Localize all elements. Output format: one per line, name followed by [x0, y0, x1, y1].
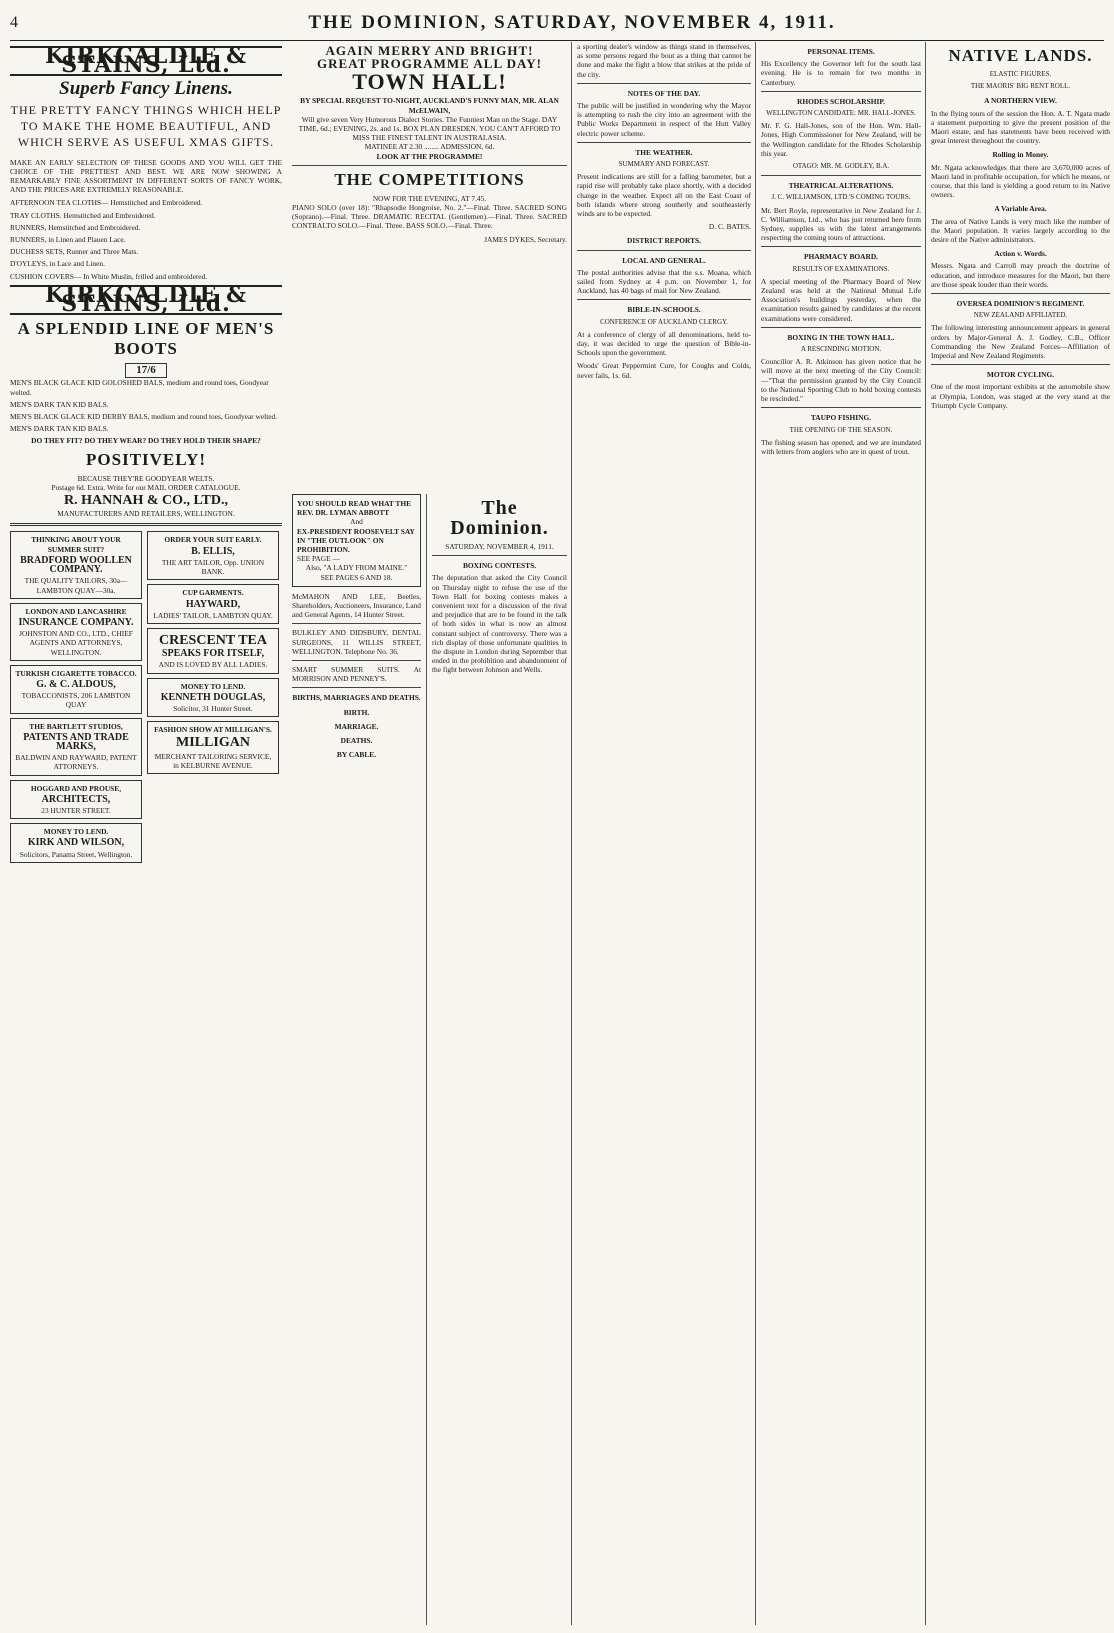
regiment-head: OVERSEA DOMINION'S REGIMENT. [956, 299, 1085, 309]
small-ad-sub: JOHNSTON AND CO., LTD., CHIEF AGENTS AND ATTORNEYS, WELLINGTON. [19, 629, 133, 657]
small-ad [147, 584, 279, 624]
motor-body: One of the most important exhibits at the automobile show at Olympia, London, was staged at the very stand at the Triumph Cycle Company. [931, 382, 1110, 410]
bmd-marriage: MARRIAGE. [334, 721, 379, 731]
boxing-sub: A RESCINDING MOTION. [800, 345, 882, 354]
small-ad-head: THE BARTLETT STUDIOS, [29, 721, 123, 731]
leader-body: The deputation that asked the City Council on Thursday night to refuse the use of the Town Hall for boxing contests makes a convenient text for a discussion of the rival and prejudice that are to be found in the talk of both sides in what is now an almost constant subject of controversy. There was a rich display of those unfortunate qualities in the dispute in London during September that ended in the prohibition and abandonment of the fight between Johnson and Wells. [432, 573, 567, 675]
concert-sub: BY SPECIAL REQUEST TO-NIGHT, AUCKLAND'S FUNNY MAN, MR. ALAN McELWAIN, [300, 96, 559, 115]
small-ad [147, 531, 279, 580]
small-ad-name: ARCHITECTS, [41, 793, 111, 805]
small-ad-sub: 23 HUNTER STREET. [41, 805, 111, 815]
pharmacy-body: A special meeting of the Pharmacy Board of New Zealand was held at the National Mutual Life Association's buildings yesterday, when the examination results gained by candidates at the recent examinations were considered. [761, 276, 921, 323]
ad-question: DO THEY FIT? DO THEY WEAR? DO THEY HOLD THEIR SHAPE? [31, 436, 261, 446]
bmd-deaths: DEATHS. [340, 736, 373, 746]
rhodes-otago: OTAGO: MR. M. GODLEY, B.A. [792, 162, 890, 171]
ad-slogan: THE PRETTY FANCY THINGS WHICH HELP TO MAKE THE HOME BEAUTIFUL, AND WHICH SERVE AS USEFUL XMAS GIFTS. [10, 102, 282, 149]
competitions-body: PIANO SOLO (over 18): "Rhapsodie Hongroise, No. 2."—Final. Three. SACRED SONG (Soprano).—Final. Three. DRAMATIC RECITAL (Gentlemen).—Final. Three. SACRED CONTRALTO SOLO.—Final. Three. BASS SOLO.—Final. Three. [292, 203, 567, 231]
ad-item: CUSHION COVERS— In White Muslin, frilled and embroidered. [10, 271, 208, 281]
concert-headline-2: GREAT PROGRAMME ALL DAY! [317, 56, 542, 72]
boots-ad [10, 281, 282, 519]
column-6 [925, 42, 1114, 1625]
taupo-sub: THE OPENING OF THE SEASON. [789, 425, 893, 434]
small-ad-sub: LADIES' TAILOR, LAMBTON QUAY. [153, 610, 273, 620]
regiment-body: The following interesting announcement appears in general orders by Major-General A. J. Godley, C.B., Officer Commanding the New Zealand Forces—Affiliation of Imperial and New Zealand Regiments. [931, 323, 1110, 361]
small-ad-name: KENNETH DOUGLAS, [160, 691, 266, 703]
native-sub-3: A NORTHERN VIEW. [984, 96, 1057, 106]
maker-sub: MANUFACTURERS AND RETAILERS, WELLINGTON. [57, 509, 235, 519]
ad-item: MEN'S DARK TAN KID BALS. [10, 399, 109, 409]
concert-look: LOOK AT THE PROGRAMME! [376, 151, 483, 161]
small-ad-name: PATENTS AND TRADE MARKS, [23, 731, 129, 752]
ad-item: MEN'S BLACK GLACE KID DERBY BALS, medium and round toes, Goodyear welted. [10, 412, 278, 422]
bmd-birth: BIRTH. [343, 707, 370, 717]
bmd-head: BIRTHS, MARRIAGES AND DEATHS. [292, 693, 421, 703]
rhodes-head: RHODES SCHOLARSHIP. [796, 96, 886, 106]
small-ad-sub: AND IS LOVED BY ALL LADIES. [158, 660, 268, 670]
pharmacy-sub: RESULTS OF EXAMINATIONS. [792, 264, 890, 273]
dominion-date: SATURDAY, NOVEMBER 4, 1911. [445, 542, 554, 551]
ad-headline: Superb Fancy Linens. [59, 78, 233, 100]
small-ad [10, 823, 142, 863]
small-ad-head: CRESCENT TEA [158, 632, 268, 648]
small-ad-name: KIRK AND WILSON, [27, 837, 125, 849]
bible-head: BIBLE-IN-SCHOOLS. [627, 305, 701, 315]
woods-ad: Woods' Great Peppermint Cure, for Coughs and Colds, never fails, 1s. 6d. [577, 361, 751, 380]
rolling-head: Rolling in Money. [992, 150, 1049, 160]
small-ad-name: MILLIGAN [176, 735, 250, 751]
bmd-cable: BY CABLE. [336, 750, 377, 760]
small-ad-head: TURKISH CIGARETTE TOBACCO. [15, 668, 137, 678]
small-ad [10, 718, 142, 776]
action-body: Messrs. Ngata and Carroll may preach the doctrine of education, and introduce measures for the Maori, but there are those speak louder than their words. [931, 261, 1110, 289]
concert-ad [287, 42, 572, 490]
ad-because: BECAUSE THEY'RE GOODYEAR WELTS. [77, 473, 215, 483]
middle-body: a sporting dealer's window as things stand in themselves, as some persons regard the bout as a thing that cannot be done and make the fight a blow that strikes at the pride of the city. [577, 42, 751, 79]
lyman-ad [292, 494, 421, 587]
small-ad-sub: MERCHANT TAILORING SERVICE, in KELBURNE AVENUE. [154, 751, 272, 770]
weather-body: Present indications are still for a falling barometer, but a rapid rise will probably take place shortly, with a decided change in the weather. Expect all on the East Coast of both islands where strong southerly and southeasterly winds are to be expected. [577, 172, 751, 219]
notice: BULKLEY AND DIDSBURY, DENTAL SURGEONS, 11 WILLIS STREET, WELLINGTON. Telephone No. 36. [292, 628, 421, 656]
lyman-pages: SEE PAGES 6 AND 18. [320, 572, 393, 582]
concert-matinee: MATINEE AT 2.30 ........ ADMISSION, 6d. [364, 142, 495, 152]
ad-item: MEN'S DARK TAN KID BALS. [10, 424, 109, 434]
small-ad [10, 665, 142, 714]
small-ad-sub: TOBACCONISTS, 206 LAMBTON QUAY [21, 691, 131, 710]
price-tag: 17/6 [125, 363, 167, 378]
small-ad-name: B. ELLIS, [191, 545, 235, 557]
column-2 [287, 494, 426, 1625]
notes-body: The public will be justified in wondering why the Mayor is attempting to rush the city into an agreement with the Public Works Department in respect of the Hutt Valley electric power scheme. [577, 101, 751, 138]
lyman-also: Also, "A LADY FROM MAINE." [305, 563, 408, 573]
lyman-sub: EX-PRESIDENT ROOSEVELT SAY IN "THE OUTLOOK" ON PROHIBITION. [297, 526, 415, 555]
native-head: NATIVE LANDS. [948, 46, 1093, 65]
small-ad [10, 531, 142, 598]
small-ad-name: BRADFORD WOOLLEN COMPANY. [20, 554, 132, 576]
small-ad-head: LONDON AND LANCASHIRE [25, 606, 127, 616]
maker-name: R. HANNAH & CO., LTD., [64, 493, 228, 509]
weather-signature: D. C. BATES. [708, 222, 751, 232]
local-head: LOCAL AND GENERAL. [622, 255, 706, 265]
notice: SMART SUMMER SUITS. At MORRISON AND PENNEY'S. [292, 665, 421, 684]
small-ad-head: CUP GARMENTS. [182, 588, 244, 598]
native-sub-2: THE MAORIS' BIG RENT ROLL. [970, 82, 1071, 91]
ad-headline: A SPLENDID LINE OF MEN'S BOOTS [17, 319, 275, 359]
small-ad-head: FASHION SHOW AT MILLIGAN'S. [154, 725, 272, 735]
native-body: In the flying tours of the session the Hon. A. T. Ngata made a statement purporting to give the present position of the Maori estate, and has statements have been received with great interest throughout the country. [931, 108, 1110, 146]
variable-body: The area of Native Lands is very much like the number of the Maori population. It varies largely according to the desire of the Native administrators. [931, 216, 1110, 245]
concert-venue: TOWN HALL! [352, 69, 507, 95]
small-ad-name: G. & C. ALDOUS, [36, 678, 116, 690]
column-5 [755, 42, 926, 1625]
ad-item: DUCHESS SETS, Runner and Three Mats. [10, 247, 139, 257]
leader-head: BOXING CONTESTS. [462, 561, 537, 571]
rhodes-sub: WELLINGTON CANDIDATE: MR. HALL-JONES. [766, 109, 916, 118]
theatre-head: THEATRICAL ALTERATIONS. [788, 181, 894, 191]
ad-item: MEN'S BLACK GLACE KID GOLOSHED BALS, medium and round toes, Goodyear welted. [10, 378, 269, 397]
ad-answer: POSITIVELY! [86, 449, 206, 469]
advertiser-name: KIRKCALDIE & STAINS, Ltd. [10, 46, 282, 76]
column-3 [426, 494, 572, 1625]
small-ad [147, 678, 279, 718]
masthead [10, 6, 1104, 41]
small-ad-name: SPEAKS FOR ITSELF, [161, 648, 265, 660]
small-ad-head: MONEY TO LEND. [43, 827, 109, 837]
masthead-title: THE DOMINION, SATURDAY, NOVEMBER 4, 1911. [308, 12, 836, 33]
rhodes-body: Mr. F. G. Hall-Jones, son of the Hon. Wm. Hall-Jones, High Commissioner for New Zealand, will be the Wellington candidate for the Rhodes Scholarship this year. [761, 121, 921, 158]
small-ad-head: THINKING ABOUT YOUR SUMMER SUIT? [31, 535, 121, 554]
ad-catalogue: Postage 6d. Extra. Write for our MAIL ORDER CATALOGUE. [51, 482, 241, 492]
kirkcaldie-linens-ad [10, 43, 282, 281]
district-reports: DISTRICT REPORTS. [627, 236, 701, 246]
column-1 [10, 42, 287, 1625]
taupo-head: TAUPO FISHING. [810, 413, 872, 423]
small-ads-left [10, 531, 142, 866]
small-ad-head: MONEY TO LEND. [180, 681, 246, 691]
ad-item: RUNNERS, Hemstitched and Embroidered. [10, 222, 141, 232]
dominion-nameplate: The Dominion. [450, 497, 549, 539]
concert-headline-1: AGAIN MERRY AND BRIGHT! [325, 43, 534, 58]
advertiser-name: KIRKCALDIE & STAINS, Ltd. [10, 285, 282, 315]
rolling-body: Mr. Ngata acknowledges that there are 3,670,000 acres of Maori land in profitable occupation, for which he means, or course, that this land is yielding a good return to its Native owners. [931, 162, 1110, 200]
small-ad [10, 603, 142, 661]
page-number: 4 [10, 14, 18, 31]
motor-head: MOTOR CYCLING. [986, 370, 1055, 380]
ad-item: RUNNERS, in Linen and Plauen Lace. [10, 235, 126, 245]
column-4 [571, 42, 756, 1625]
theatre-body: Mr. Bert Royle, representative in New Zealand for J. C. Williamson, Ltd., who has just returned here from Sydney, supplies us with the latest arrangements respecting the coming tours of attractions. [761, 205, 921, 243]
small-ad [147, 721, 279, 774]
lyman-and: And [350, 517, 363, 527]
small-ads-mid [147, 531, 279, 866]
lyman-head: YOU SHOULD READ WHAT THE REV. DR. LYMAN ABBOTT [297, 499, 412, 518]
small-ad [10, 780, 142, 820]
boxing-head: BOXING IN THE TOWN HALL. [787, 332, 895, 342]
small-ad-sub: Solicitor, 31 Hunter Street. [173, 703, 253, 713]
native-sub-1: ELASTIC FIGURES. [989, 70, 1052, 78]
theatre-sub: J. C. WILLIAMSON, LTD.'S COMING TOURS. [771, 193, 911, 202]
local-body: The postal authorities advise that the s.s. Moana, which sailed from Sydney at 4 p.m. on November 1, for Auckland, has 40 bags of mail for New Zealand. [577, 267, 751, 296]
ad-item: D'OYLEYS, in Lace and Linen. [10, 259, 105, 269]
small-ad-name: INSURANCE COMPANY. [18, 616, 134, 628]
bible-sub: CONFERENCE OF AUCKLAND CLERGY. [600, 317, 728, 326]
notice: McMAHON AND LEE, Beetles, Shareholders, Auctioneers, Insurance, Land and General Agents, 14 Hunter Street. [292, 591, 421, 620]
concert-body: Will give seven Very Humorous Dialect Stories. The Funniest Man on the Stage. DAY TIME, 6d.; EVENING, 2s. and 1s. BOX PLAN DRESDEN. YOU CAN'T AFFORD TO MISS THE FINEST TALENT IN AUSTRALASIA. [298, 114, 561, 143]
small-ad-head: HOGGARD AND PROUSE, [30, 783, 122, 793]
small-ad-sub: THE QUALITY TAILORS, 30a—LAMBTON QUAY—30a. [24, 576, 128, 595]
ad-intro: MAKE AN EARLY SELECTION OF THESE GOODS AND YOU WILL GET THE CHOICE OF THE PRETTIEST AND BEST. WE ARE NOW SHOWING A REMARKABLY FINE ASSORTMENT IN DIFFERENT SORTS OF FANCY WORK, AND THE PRICES ARE EXTREMELY REASONABLE. [10, 157, 282, 195]
taupo-body: The fishing season has opened, and we are inundated with letters from anglers who are in quest of trout. [761, 437, 921, 456]
lyman-see: SEE PAGE — [297, 554, 340, 564]
competitions-secretary: JAMES DYKES, Secretary. [484, 234, 567, 244]
weather-head: THE WEATHER. [635, 147, 693, 157]
small-ad-name: HAYWARD, [185, 598, 241, 610]
bible-body: At a conference of clergy of all denominations, held to-day, it was decided to urge the question of Bible-in-Schools upon the government. [577, 329, 751, 358]
weather-sub: SUMMARY AND FORECAST. [618, 160, 710, 169]
ad-item: TRAY CLOTHS. Hemstitched and Embroidered. [10, 210, 156, 220]
ad-item: AFTERNOON TEA CLOTHS— Hemstitched and Embroidered. [10, 198, 203, 208]
competitions-sub: NOW FOR THE EVENING, AT 7.45. [372, 193, 487, 203]
pharmacy-head: PHARMACY BOARD. [803, 252, 879, 262]
small-ad-sub: THE ART TAILOR, Opp. UNION BANK. [161, 557, 265, 577]
competitions-head: THE COMPETITIONS [334, 169, 525, 189]
personal-head: PERSONAL ITEMS. [807, 47, 875, 56]
variable-head: A Variable Area. [994, 204, 1047, 214]
regiment-sub: NEW ZEALAND AFFILIATED. [973, 311, 1068, 320]
boxing-body: Councillor A. R. Atkinson has given notice that he will move at the next meeting of the City Council:—"That the permission granted by the City Council to the National Sporting Club to hold boxing contests be rescinded." [761, 357, 921, 404]
notes-head: NOTES OF THE DAY. [627, 88, 701, 98]
action-head: Action v. Words. [994, 249, 1047, 259]
small-ad-sub: BALDWIN AND RAYWARD, PATENT ATTORNEYS. [15, 753, 137, 772]
small-ad-sub: Solicitors, Panama Street, Wellington. [19, 849, 133, 859]
small-ad [147, 628, 279, 674]
personal-body: His Excellency the Governor left for the south last evening. He is to remain for two months in Canterbury. [761, 59, 921, 87]
small-ad-head: ORDER YOUR SUIT EARLY. [164, 535, 262, 545]
